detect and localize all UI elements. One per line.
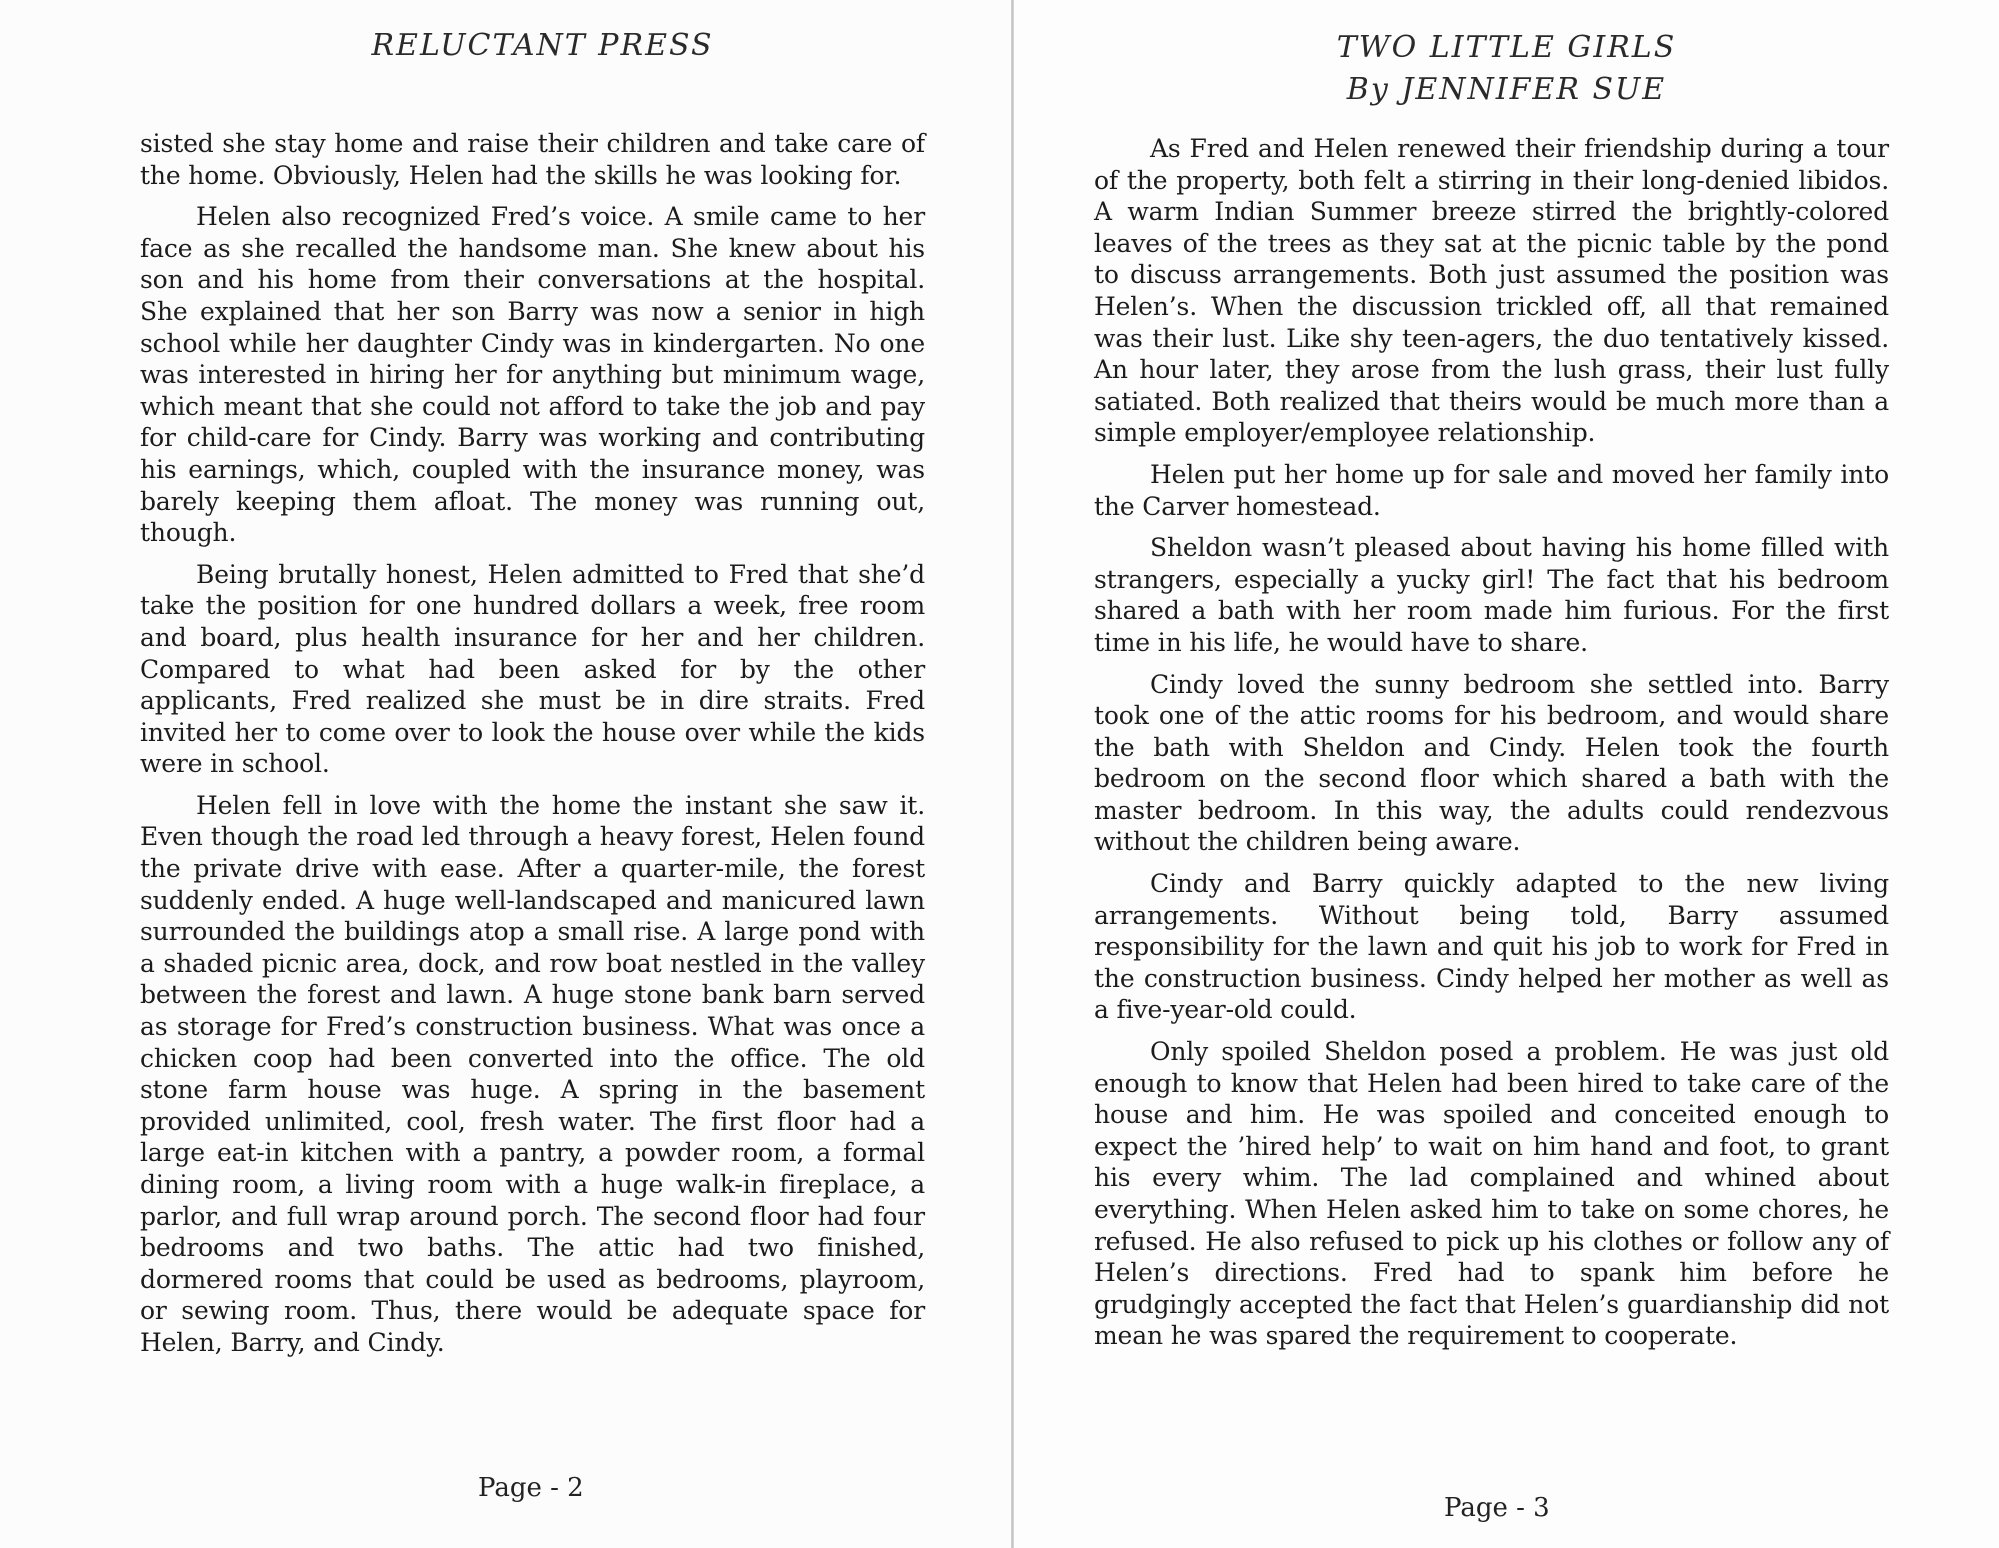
running-header-author: By JENNIFER SUE xyxy=(1346,72,1667,107)
page-number: Page - 3 xyxy=(1444,1493,1550,1523)
paragraph: Cindy and Barry quickly adapted to the new living arrangements. Without being told, Barry assumed responsibility for the lawn and quit his job to work for Fred in the construction business. Cindy helped her mother as well as a five-year-old could. xyxy=(1094,869,1889,1025)
paragraph: Helen fell in love with the home the instant she saw it. Even though the road led through a heavy forest, Helen found the private drive with ease. After a quarter-mile, the forest suddenly ended. A huge well-landscaped and manicured lawn surrounded the buildings atop a small rise. A large pond with a shaded picnic area, dock, and row boat nestled in the valley between the forest and lawn. A huge stone bank barn served as storage for Fred’s construction business. What was once a chicken coop had been converted into the office. The old stone farm house was huge. A spring in the basement provided unlimited, cool, fresh water. The first floor had a large eat-in kitchen with a pantry, a powder room, a formal dining room, a living room with a huge walk-in fireplace, a parlor, and full wrap around porch. The second floor had four bedrooms and two baths. The attic had two finished, dormered rooms that could be used as bedrooms, playroom, or sewing room. Thus, there would be adequate space for Helen, Barry, and Cindy. xyxy=(140,790,925,1357)
paragraph: Helen put her home up for sale and moved her family into the Carver homestead. xyxy=(1094,459,1889,521)
paragraph: Being brutally honest, Helen admitted to Fred that she’d take the position for one hundred dollars a week, free room and board, plus health insurance for her and her children. Compared to what had been asked for by the other applicants, Fred realized she must be in dire straits. Fred invited her to come over to look the house over while the kids were in school. xyxy=(140,559,925,779)
page-number: Page - 2 xyxy=(478,1473,584,1503)
right-page xyxy=(1014,0,1999,1548)
body-text-right xyxy=(1094,133,1889,1362)
paragraph: Helen also recognized Fred’s voice. A smile came to her face as she recalled the handsome man. She knew about his son and his home from their conversations at the hospital. She explained that her son Barry was now a senior in high school while her daughter Cindy was in kindergarten. No one was interested in hiring her for anything but minimum wage, which meant that she could not afford to take the job and pay for child-care for Cindy. Barry was working and contributing his earnings, which, coupled with the insurance money, was barely keeping them afloat. The money was running out, though. xyxy=(140,202,925,548)
paragraph: Sheldon wasn’t pleased about having his home filled with strangers, especially a yucky girl! The fact that his bedroom shared a bath with her room made him furious. For the first time in his life, he would have to share. xyxy=(1094,533,1889,657)
paragraph: Only spoiled Sheldon posed a problem. He was just old enough to know that Helen had been hired to take care of the house and him. He was spoiled and conceited enough to expect the ’hired help’ to wait on him hand and foot, to grant his every whim. The lad complained and whined about everything. When Helen asked him to take on some chores, he refused. He also refused to pick up his clothes or follow any of Helen’s directions. Fred had to spank him before he grudgingly accepted the fact that Helen’s guardianship did not mean he was spared the requirement to cooperate. xyxy=(1094,1037,1889,1351)
paragraph: sisted she stay home and raise their children and take care of the home. Obviously, Helen had the skills he was looking for. xyxy=(140,129,925,190)
running-header-title: TWO LITTLE GIRLS xyxy=(1336,30,1677,65)
paragraph: As Fred and Helen renewed their friendship during a tour of the property, both felt a stirring in their long-denied libidos. A warm Indian Summer breeze stirred the brightly-colored leaves of the trees as they sat at the picnic table by the pond to discuss arrangements. Both just assumed the position was Helen’s. When the discussion trickled off, all that remained was their lust. Like shy teen-agers, the duo tentatively kissed. An hour later, they arose from the lush grass, their lust fully satiated. Both realized that theirs would be much more than a simple employer/employee relationship. xyxy=(1094,134,1889,448)
running-header-publisher: RELUCTANT PRESS xyxy=(371,28,714,63)
body-text-left xyxy=(140,128,925,1369)
paragraph: Cindy loved the sunny bedroom she settled into. Barry took one of the attic rooms for his bedroom, and would share the bath with Sheldon and Cindy. Helen took the fourth bedroom on the second floor which shared a bath with the master bedroom. In this way, the adults could rendezvous without the children being aware. xyxy=(1094,669,1889,857)
